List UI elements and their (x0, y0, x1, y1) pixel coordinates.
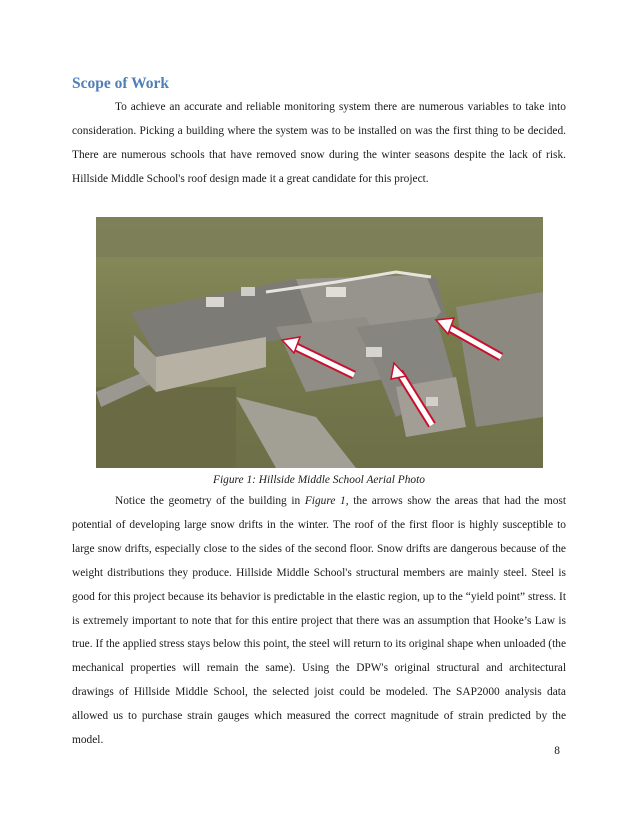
hvac-unit (366, 347, 382, 357)
paragraph-1-text: To achieve an accurate and reliable monitoring system there are numerous variables to take into consideration. Picking a building where the system was to be installed on was the first thing to be decided. There are numerous schools that have removed snow during the winter seasons despite the lack of risk. Hillside Middle School's roof design made it a great candidate for this project. (72, 101, 566, 185)
figure-caption: Figure 1: Hillside Middle School Aerial Photo (213, 474, 425, 486)
hvac-unit (241, 287, 255, 296)
aerial-photo (96, 217, 543, 468)
aerial-photo-illustration (96, 217, 543, 468)
paragraph-2-text-rest: the arrows show the areas that had the most potential of developing large snow drifts in the winter. The roof of the first floor is highly susceptible to large snow drifts, especially close to the sides of the second floor. Snow drifts are dangerous because of the weight distributions they produce. Hillside Middle School's structural members are mainly steel. Steel is good for this project because its behavior is predictable in the elastic region, up to the “yield point” stress. It is extremely important to note that for this entire project that there was an assumption that Hooke’s Law is true. If the applied stress stays below this point, the steel will return to its original shape when unloaded (the mechanical properties will remain the same). Using the DPW's original structural and architectural drawings of Hillside Middle School, the selected joist could be modeled. The SAP2000 analysis data allowed us to purchase strain gauges which measured the correct magnitude of strain predicted by the model. (72, 495, 566, 747)
background-trees (96, 217, 543, 257)
paragraph-2-text-start: Notice the geometry of the building in (115, 495, 305, 507)
hvac-unit (426, 397, 438, 406)
section-heading: Scope of Work (72, 75, 170, 92)
paragraph-2 (72, 490, 566, 753)
hvac-unit (326, 287, 346, 297)
hvac-unit (206, 297, 224, 307)
figure-reference: Figure 1, (304, 495, 349, 507)
page-number: 8 (554, 745, 560, 757)
paragraph-1 (72, 96, 566, 192)
